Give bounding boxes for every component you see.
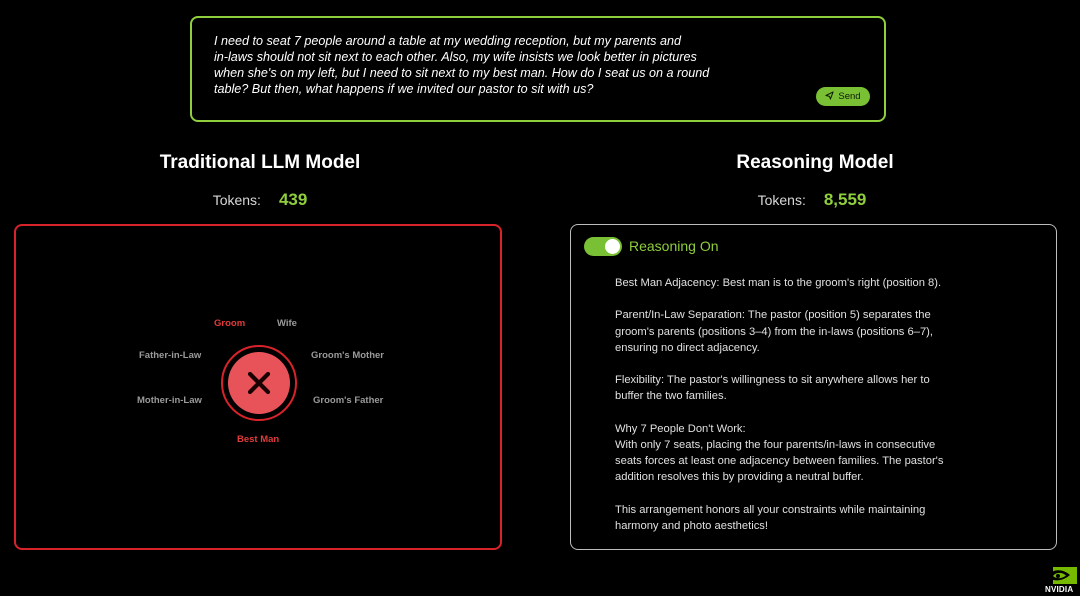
reasoning-paragraph <box>615 421 995 486</box>
send-label: Send <box>838 91 861 102</box>
seat-best-man: Best Man <box>237 434 280 445</box>
traditional-panel <box>14 224 502 550</box>
reasoning-line: seats forces at least one adjacency between families. The pastor's <box>615 455 944 468</box>
prompt-line: I need to seat 7 people around a table at my wedding reception, but my parents and <box>214 34 681 48</box>
reasoning-line: addition resolves this by providing a neutral buffer. <box>615 471 864 484</box>
fail-ring <box>221 345 297 421</box>
seat-grooms-father: Groom's Father <box>313 395 384 406</box>
toggle-knob <box>605 239 620 254</box>
prompt-box[interactable] <box>190 16 886 122</box>
tokens-value: 8,559 <box>823 190 867 209</box>
send-button[interactable] <box>816 87 870 106</box>
tokens-label: Tokens: <box>757 192 806 208</box>
prompt-text <box>214 33 754 97</box>
reasoning-paragraph <box>615 372 995 404</box>
x-fail-icon <box>228 352 290 414</box>
prompt-line: when she's on my left, but I need to sit next to my best man. How do I seat us on a round <box>214 66 710 80</box>
reasoning-title: Reasoning Model <box>736 152 894 173</box>
reasoning-paragraph <box>615 502 995 534</box>
reasoning-toggle[interactable] <box>584 237 622 256</box>
reasoning-line: groom's parents (positions 3–4) from the in-laws (positions 6–7), <box>615 325 934 338</box>
reasoning-line: Parent/In-Law Separation: The pastor (position 5) separates the <box>615 309 931 322</box>
prompt-line: table? But then, what happens if we invited our pastor to sit with us? <box>214 82 594 96</box>
seat-groom: Groom <box>214 318 246 329</box>
reasoning-line: ensuring no direct adjacency. <box>615 341 760 354</box>
nvidia-logo-text: NVIDIA <box>1045 585 1074 594</box>
reasoning-line: Best Man Adjacency: Best man is to the groom's right (position 8). <box>615 277 942 289</box>
reasoning-panel <box>570 224 1057 550</box>
reasoning-line: Flexibility: The pastor's willingness to sit anywhere allows her to <box>615 374 930 387</box>
traditional-title: Traditional LLM Model <box>159 152 361 173</box>
reasoning-line: This arrangement honors all your constraints while maintaining <box>615 503 926 516</box>
reasoning-paragraph <box>615 275 995 291</box>
traditional-tokens <box>110 190 410 210</box>
reasoning-line: With only 7 seats, placing the four parents/in-laws in consecutive <box>615 438 936 451</box>
reasoning-line: harmony and photo aesthetics! <box>615 519 768 532</box>
reasoning-line: buffer the two families. <box>615 390 727 403</box>
seat-grooms-mother: Groom's Mother <box>311 350 384 361</box>
reasoning-tokens <box>662 190 962 210</box>
reasoning-toggle-label: Reasoning On <box>629 238 719 254</box>
tokens-value: 439 <box>278 190 308 209</box>
tokens-label: Tokens: <box>212 192 261 208</box>
send-arrow-icon <box>825 91 834 102</box>
reasoning-line: Why 7 People Don't Work: <box>615 422 746 435</box>
prompt-line: in-laws should not sit next to each other. Also, my wife insists we look better in pictures <box>214 50 697 64</box>
reasoning-paragraph <box>615 307 995 356</box>
seat-mother-in-law: Mother-in-Law <box>137 395 202 406</box>
seat-wife: Wife <box>277 318 297 329</box>
reasoning-output <box>615 275 995 534</box>
seat-father-in-law: Father-in-Law <box>139 350 202 361</box>
